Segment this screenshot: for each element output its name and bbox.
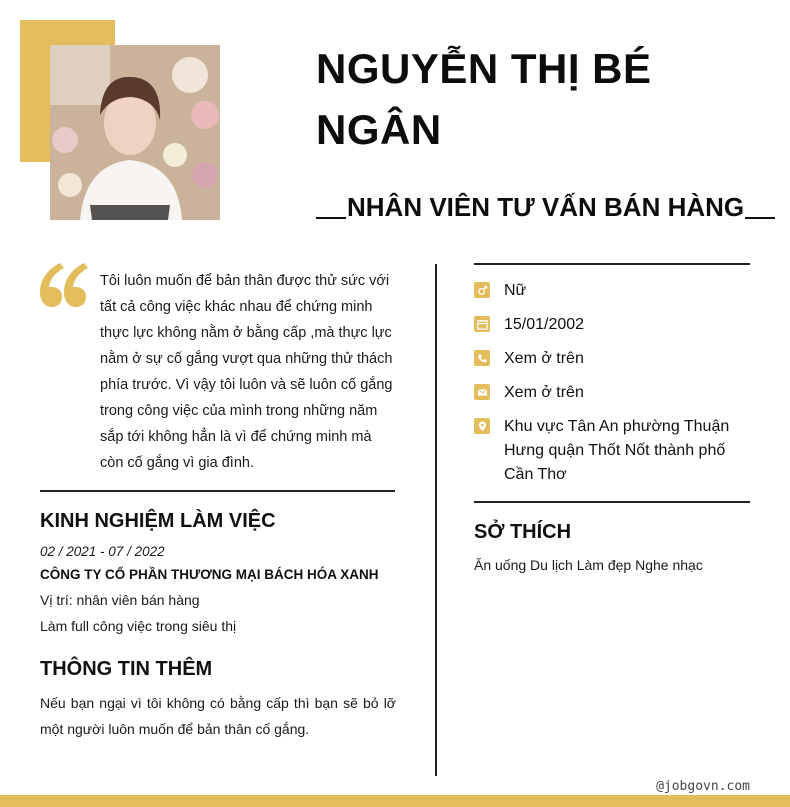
job-title [316, 192, 775, 222]
more-info-heading: THÔNG TIN THÊM [40, 658, 213, 680]
birthday-value: 15/01/2002 [504, 316, 585, 333]
candidate-name: NGUYỄN THỊ BÉ NGÂN [316, 45, 652, 153]
contact-phone [474, 347, 740, 371]
footer-bar [0, 795, 790, 807]
email-icon [474, 384, 490, 400]
experience-description: Làm full công việc trong siêu thị [40, 618, 237, 634]
experience-company: CÔNG TY CỔ PHẦN THƯƠNG MẠI BÁCH HÓA XANH [40, 567, 379, 582]
location-pin-icon [474, 418, 490, 434]
divider-objective [40, 490, 395, 492]
address-value: Khu vực Tân An phường Thuận Hưng quận Thốt Nốt thành phố Cần Thơ [504, 418, 730, 483]
title-right-rule [745, 217, 775, 219]
experience-date: 02 / 2021 - 07 / 2022 [40, 544, 165, 559]
title-left-rule [316, 217, 346, 219]
career-objective: Tôi luôn muốn để bản thân được thử sức với tất cả công việc khác nhau để chứng minh thực lực không nằm ở bằng cấp ,mà thực lực nằm ở sự cố gắng vượt qua những thử thách phía trước. Vì vậy tôi luôn và sẽ luôn cố gắng trong công việc của mình trong những năm sắp tới không hẳn là vì để chứng minh mà còn cố gắng vì gia đình. [100, 273, 393, 471]
contact-gender [474, 279, 740, 303]
watermark: @jobgovn.com [656, 779, 750, 794]
profile-photo [50, 45, 220, 220]
divider-contact-top [474, 263, 750, 265]
email-value: Xem ở trên [504, 384, 584, 401]
quote-icon [38, 255, 90, 320]
gender-value: Nữ [504, 282, 527, 299]
contact-address [474, 415, 740, 487]
phone-icon [474, 350, 490, 366]
hobbies-text: Ăn uống Du lịch Làm đẹp Nghe nhạc [474, 557, 703, 573]
divider-contact-bottom [474, 501, 750, 503]
gender-icon [474, 282, 490, 298]
hobbies-heading: SỞ THÍCH [474, 521, 572, 543]
experience-position: Vị trí: nhân viên bán hàng [40, 592, 200, 608]
calendar-icon [474, 316, 490, 332]
column-divider [435, 264, 437, 776]
more-info-text: Nếu bạn ngại vì tôi không có bằng cấp thì bạn sẽ bỏ lỡ một người luôn muốn để bản thân cố gắng. [40, 695, 396, 737]
experience-heading: KINH NGHIỆM LÀM VIỆC [40, 510, 276, 532]
phone-value: Xem ở trên [504, 350, 584, 367]
job-title-text: NHÂN VIÊN TƯ VẤN BÁN HÀNG [347, 192, 745, 222]
contact-email [474, 381, 740, 405]
contact-birthday [474, 313, 740, 337]
